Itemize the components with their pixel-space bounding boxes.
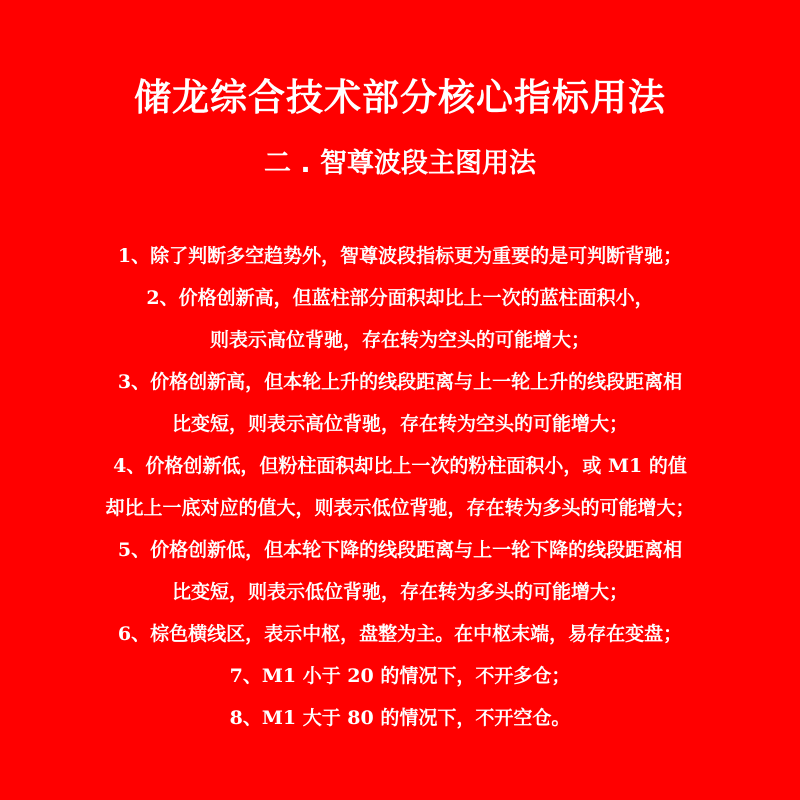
instruction-line: 7、M1 小于 20 的情况下，不开多仓； [229, 665, 571, 687]
instruction-line: 比变短，则表示低位背驰，存在转为多头的可能增大； [171, 581, 628, 603]
instruction-list [0, 235, 800, 739]
instruction-line: 5、价格创新低，但本轮下降的线段距离与上一轮下降的线段距离相 [117, 539, 683, 561]
instruction-line: 1、除了判断多空趋势外，智尊波段指标更为重要的是可判断背驰； [117, 245, 683, 267]
instruction-line: 却比上一底对应的值大，则表示低位背驰，存在转为多头的可能增大； [105, 497, 695, 519]
instruction-line: 比变短，则表示高位背驰，存在转为空头的可能增大； [171, 413, 628, 435]
instruction-line: 6、棕色横线区，表示中枢，盘整为主。在中枢末端，易存在变盘； [117, 623, 683, 645]
section-subtitle: 二 . 智尊波段主图用法 [263, 148, 537, 179]
instruction-line: 8、M1 大于 80 的情况下，不开空仓。 [229, 707, 571, 729]
page-title: 储龙综合技术部分核心指标用法 [134, 76, 666, 119]
instruction-line: 2、价格创新高，但蓝柱部分面积却比上一次的蓝柱面积小， [146, 287, 654, 309]
instruction-line: 则表示高位背驰，存在转为空头的可能增大； [209, 329, 590, 351]
instruction-line: 3、价格创新高，但本轮上升的线段距离与上一轮上升的线段距离相 [117, 371, 683, 393]
instruction-line: 4、价格创新低，但粉柱面积却比上一次的粉柱面积小，或 M1 的值 [113, 455, 687, 477]
